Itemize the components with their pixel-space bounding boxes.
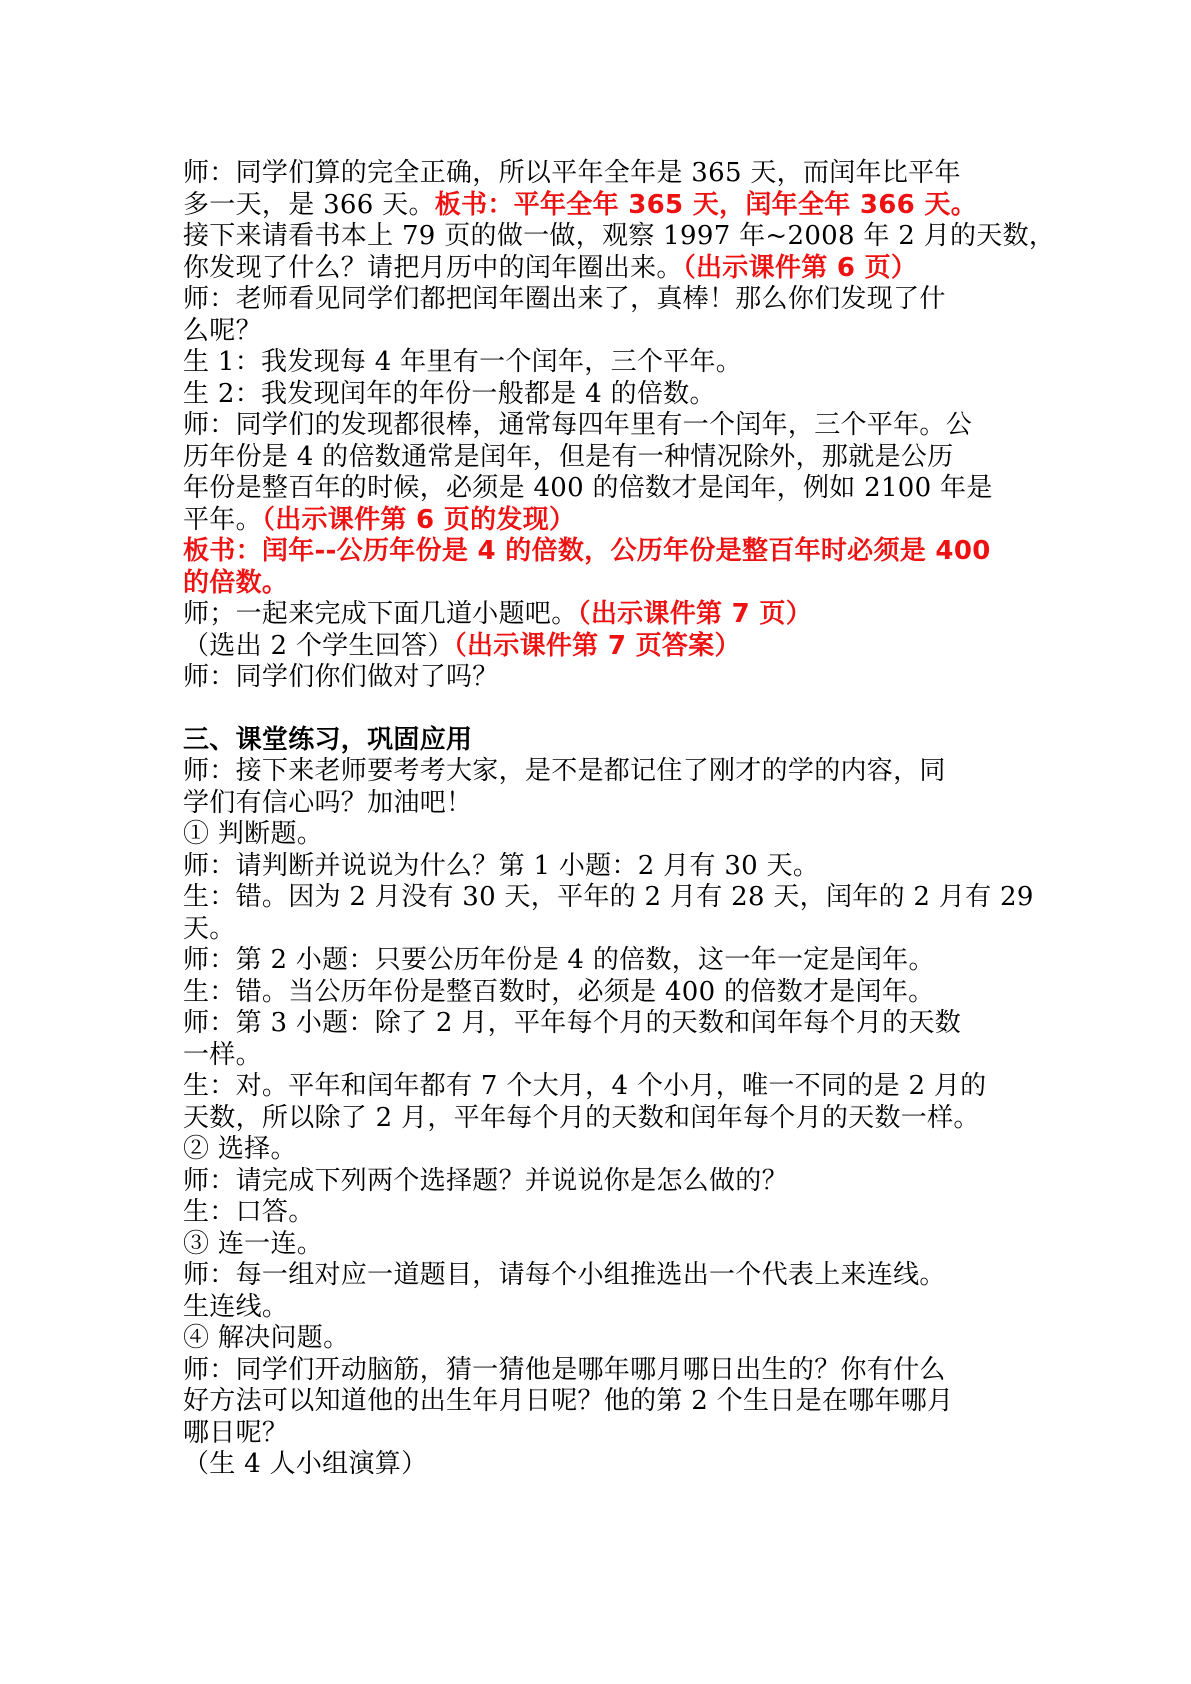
- text-segment: 师；一起来完成下面几道小题吧。: [183, 599, 578, 629]
- text-segment: （选出 2 个学生回答）: [183, 630, 454, 661]
- text-line: [183, 851, 1031, 883]
- highlighted-text: 板书：闰年--公历年份是 4 的倍数，公历年份是整百年时必须是 400: [183, 536, 991, 566]
- text-segment: ② 选择。: [183, 1134, 297, 1164]
- text-line: [183, 1449, 1031, 1481]
- text-line: [183, 158, 1031, 190]
- text-line: [183, 253, 1031, 285]
- text-segment: ③ 连一连。: [183, 1228, 324, 1259]
- text-line: [183, 221, 1056, 253]
- highlighted-text: （出示课件第 7 页答案）: [453, 630, 741, 661]
- text-line: [183, 1008, 1031, 1040]
- text-line: [183, 1323, 1031, 1355]
- text-segment: 平年。: [183, 504, 262, 535]
- text-line: [183, 284, 1031, 316]
- text-line: [183, 819, 1031, 851]
- text-line: [183, 1260, 1031, 1292]
- text-line: [183, 190, 1031, 222]
- text-segment: 么呢？: [183, 315, 262, 346]
- text-line: [183, 725, 1031, 757]
- text-segment: 天数，所以除了 2 月，平年每个月的天数和闰年每个月的天数一样。: [183, 1102, 980, 1133]
- highlighted-text: （出示课件第 6 页的发现）: [261, 504, 576, 535]
- text-segment: ④ 解决问题。: [183, 1323, 350, 1353]
- blank-line: [183, 694, 1031, 725]
- text-line: [183, 599, 1031, 631]
- text-line: [183, 1071, 1031, 1103]
- text-line: [183, 1040, 1031, 1072]
- text-line: [183, 788, 1031, 820]
- text-segment: 师：老师看见同学们都把闰年圈出来了，真棒！那么你们发现了什: [183, 284, 946, 314]
- text-line: [183, 505, 1031, 537]
- text-segment: 师：同学们你们做对了吗？: [183, 662, 499, 692]
- text-line: [183, 1229, 1031, 1261]
- text-line: [183, 631, 1031, 663]
- text-segment: 师：第 3 小题：除了 2 月，平年每个月的天数和闰年每个月的天数: [183, 1008, 962, 1038]
- text-segment: 师：第 2 小题：只要公历年份是 4 的倍数，这一年一定是闰年。: [183, 945, 935, 975]
- text-line: [183, 1355, 1031, 1387]
- text-segment: 师：每一组对应一道题目，请每个小组推选出一个代表上来连线。: [183, 1260, 946, 1290]
- text-line: [183, 662, 1031, 694]
- text-segment: 生：口答。: [183, 1197, 315, 1227]
- text-segment: 一样。: [183, 1039, 262, 1070]
- text-line: [183, 379, 1031, 411]
- text-segment: （生 4 人小组演算）: [183, 1449, 428, 1479]
- text-line: [183, 1134, 1031, 1166]
- text-segment: 师：接下来老师要考考大家，是不是都记住了刚才的学的内容，同: [183, 756, 946, 786]
- text-segment: 天。: [183, 913, 236, 944]
- highlighted-text: 板书：平年全年 365 天，闰年全年 366 天。: [434, 189, 978, 220]
- text-segment: 好方法可以知道他的出生年月日呢？他的第 2 个生日是在哪年哪月: [183, 1386, 954, 1416]
- text-line: [183, 914, 1031, 946]
- text-segment: 师：同学们开动脑筋，猜一猜他是哪年哪月哪日出生的？你有什么: [183, 1354, 946, 1385]
- highlighted-text: 的倍数。: [183, 567, 289, 598]
- text-line: [183, 977, 1031, 1009]
- text-line: [183, 945, 1031, 977]
- text-line: [183, 1197, 1031, 1229]
- text-line: [183, 316, 1031, 348]
- text-segment: 生 2：我发现闰年的年份一般都是 4 的倍数。: [183, 378, 716, 409]
- text-line: [183, 568, 1031, 600]
- text-segment: 年份是整百年的时候，必须是 400 的倍数才是闰年，例如 2100 年是: [183, 473, 993, 503]
- text-segment: 哪日呢？: [183, 1417, 289, 1448]
- text-segment: 师：请判断并说说为什么？第 1 小题：2 月有 30 天。: [183, 850, 820, 881]
- text-line: [183, 536, 1031, 568]
- text-segment: 历年份是 4 的倍数通常是闰年，但是有一种情况除外，那就是公历: [183, 441, 954, 472]
- text-line: [183, 1103, 1031, 1135]
- text-line: [183, 473, 1031, 505]
- text-segment: ① 判断题。: [183, 819, 324, 849]
- text-segment: 接下来请看书本上 79 页的做一做，观察 1997 年~2008 年 2 月的天数，: [183, 221, 1056, 251]
- text-segment: 生 1：我发现每 4 年里有一个闰年，三个平年。: [183, 347, 743, 377]
- text-segment: 师：同学们算的完全正确，所以平年全年是 365 天，而闰年比平年: [183, 158, 961, 188]
- section-heading: 三、课堂练习，巩固应用: [183, 724, 473, 755]
- text-segment: 师：请完成下列两个选择题？并说说你是怎么做的？: [183, 1165, 788, 1196]
- text-line: [183, 882, 1034, 914]
- text-line: [183, 1418, 1031, 1450]
- text-segment: 你发现了什么？请把月历中的闰年圈出来。: [183, 252, 683, 283]
- text-segment: 生：对。平年和闰年都有 7 个大月，4 个小月，唯一不同的是 2 月的: [183, 1071, 987, 1101]
- highlighted-text: （出示课件第 7 页）: [577, 599, 813, 629]
- text-segment: 师：同学们的发现都很棒，通常每四年里有一个闰年，三个平年。公: [183, 410, 973, 440]
- text-segment: 多一天，是 366 天。: [183, 189, 435, 220]
- text-line: [183, 1386, 1031, 1418]
- text-line: [183, 756, 1031, 788]
- text-line: [183, 1166, 1031, 1198]
- text-line: [183, 347, 1031, 379]
- text-segment: 生：错。当公历年份是整百数时，必须是 400 的倍数才是闰年。: [183, 976, 935, 1007]
- text-line: [183, 410, 1031, 442]
- text-segment: 学们有信心吗？加油吧！: [183, 787, 473, 818]
- text-segment: 生：错。因为 2 月没有 30 天，平年的 2 月有 28 天，闰年的 2 月有 29: [183, 882, 1034, 912]
- text-line: [183, 1292, 1031, 1324]
- text-line: [183, 442, 1031, 474]
- text-segment: 生连线。: [183, 1291, 289, 1322]
- highlighted-text: （出示课件第 6 页）: [682, 252, 918, 283]
